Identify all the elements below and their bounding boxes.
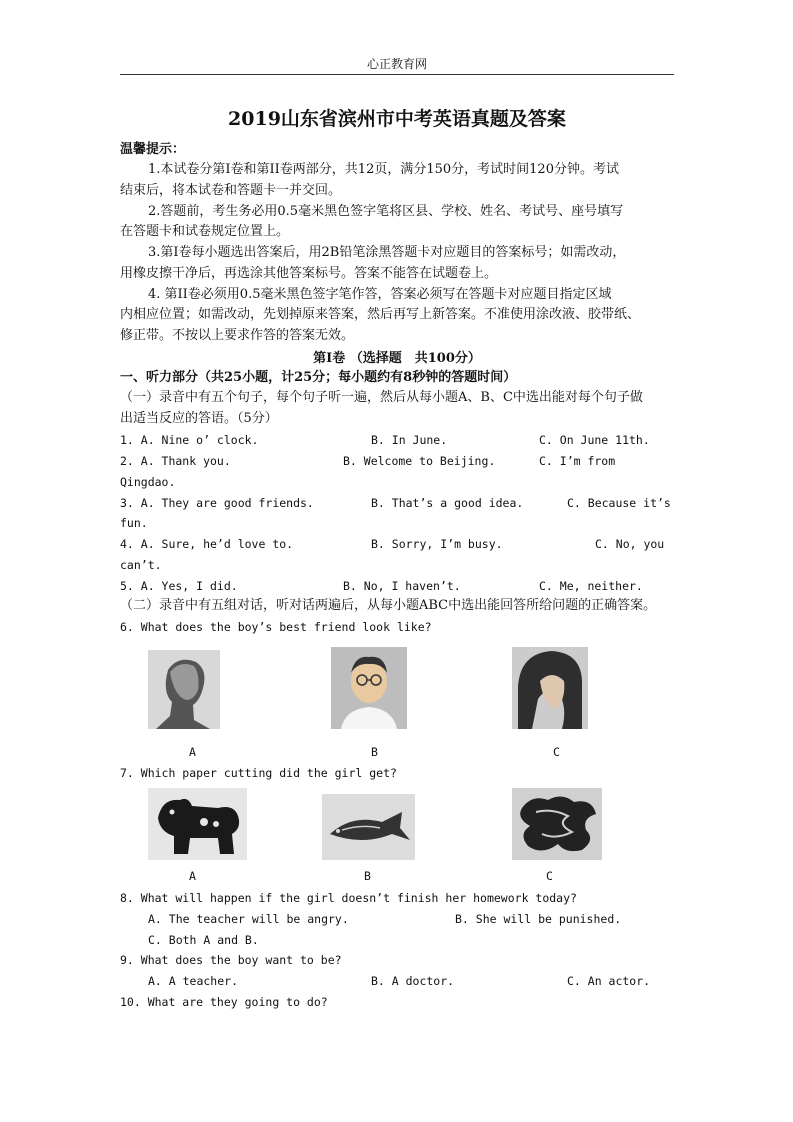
q6-picture-c: [512, 647, 588, 729]
q5-option-a: 5. A. Yes, I did.: [120, 579, 238, 593]
q7-label-c: C: [546, 869, 553, 883]
notice-line: 内相应位置；如需改动，先划掉原来答案，然后再写上新答案。不准使用涂改液、胶带纸、: [120, 307, 641, 322]
page-header: 心正教育网: [366, 57, 427, 71]
q8-option-c: C. Both A and B.: [148, 933, 259, 947]
q3-option-a: 3. A. They are good friends.: [120, 496, 314, 510]
q2-continuation: Qingdao.: [120, 475, 176, 489]
q3-option-c: C. Because it’s: [567, 496, 671, 510]
header-rule: [120, 74, 674, 75]
q9-option-a: A. A teacher.: [148, 974, 239, 988]
q4-continuation: can’t.: [120, 558, 162, 572]
q1-option-a: 1. A. Nine o’ clock.: [120, 433, 259, 447]
notice-line: 结束后，将本试卷和答题卡一并交回。: [120, 183, 342, 198]
notice-heading: 温馨提示：: [120, 142, 186, 157]
notice-line: 用橡皮擦干净后，再选涂其他答案标号。答案不能答在试题卷上。: [120, 266, 498, 281]
q4-option-b: B. Sorry, I’m busy.: [371, 537, 503, 551]
q1-option-b: B. In June.: [371, 433, 448, 447]
notice-line: 4. 第II卷必须用0.5毫米黑色签字笔作答，答案必须写在答题卡对应题目指定区域: [148, 287, 612, 302]
q9-question: 9. What does the boy want to be?: [120, 953, 342, 967]
section2-instruction: （二）录音中有五组对话，听对话两遍后，从每小题ABC中选出能回答所给问题的正确答案。: [120, 598, 657, 613]
listening-heading: 一、听力部分（共25小题，计25分；每小题约有8秒钟的答题时间）: [120, 370, 517, 385]
q2-option-a: 2. A. Thank you.: [120, 454, 231, 468]
q2-option-c: C. I’m from: [539, 454, 616, 468]
q9-option-c: C. An actor.: [567, 974, 651, 988]
notice-line: 2.答题前，考生务必用0.5毫米黑色签字笔将区县、学校、姓名、考试号、座号填写: [148, 204, 624, 219]
q5-option-c: C. Me, neither.: [539, 579, 643, 593]
q4-option-c: C. No, you: [595, 537, 665, 551]
document-title: 2019山东省滨州市中考英语真题及答案: [228, 108, 566, 130]
q2-option-b: B. Welcome to Beijing.: [343, 454, 496, 468]
q3-continuation: fun.: [120, 516, 148, 530]
section1-instruction: （一）录音中有五个句子，每个句子听一遍，然后从每小题A、B、C中选出能对每个句子做: [120, 390, 643, 405]
q4-option-a: 4. A. Sure, he’d love to.: [120, 537, 294, 551]
q8-option-a: A. The teacher will be angry.: [148, 912, 349, 926]
q9-option-b: B. A doctor.: [371, 974, 455, 988]
q8-option-b: B. She will be punished.: [455, 912, 622, 926]
q7-label-a: A: [189, 869, 196, 883]
q10-question: 10. What are they going to do?: [120, 995, 328, 1009]
notice-line: 在答题卡和试卷规定位置上。: [120, 224, 290, 239]
section1-instruction: 出适当反应的答语。（5分）: [120, 411, 278, 426]
q7-picture-c: [512, 788, 602, 860]
notice-line: 修正带。不按以上要求作答的答案无效。: [120, 328, 355, 343]
notice-line: 3.第I卷每小题选出答案后，用2B铅笔涂黑答题卡对应题目的答案标号；如需改动，: [148, 245, 626, 260]
q3-option-b: B. That’s a good idea.: [371, 496, 524, 510]
q6-question: 6. What does the boy’s best friend look like?: [120, 620, 432, 634]
q7-picture-b: [322, 794, 415, 860]
q6-label-b: B: [371, 745, 378, 759]
q6-picture-b: [331, 647, 407, 729]
notice-line: 1.本试卷分第I卷和第II卷两部分，共12页，满分150分，考试时间120分钟。考试: [148, 162, 619, 177]
q7-label-b: B: [364, 869, 371, 883]
q1-option-c: C. On June 11th.: [539, 433, 650, 447]
q5-option-b: B. No, I haven’t.: [343, 579, 461, 593]
q6-label-c: C: [553, 745, 560, 759]
q6-label-a: A: [189, 745, 196, 759]
q8-question: 8. What will happen if the girl doesn’t finish her homework today?: [120, 891, 577, 905]
q7-question: 7. Which paper cutting did the girl get?: [120, 766, 397, 780]
part1-title: 第I卷 （选择题 共100分）: [313, 351, 481, 366]
q7-picture-a: [148, 788, 247, 860]
q6-picture-a: [148, 650, 220, 729]
